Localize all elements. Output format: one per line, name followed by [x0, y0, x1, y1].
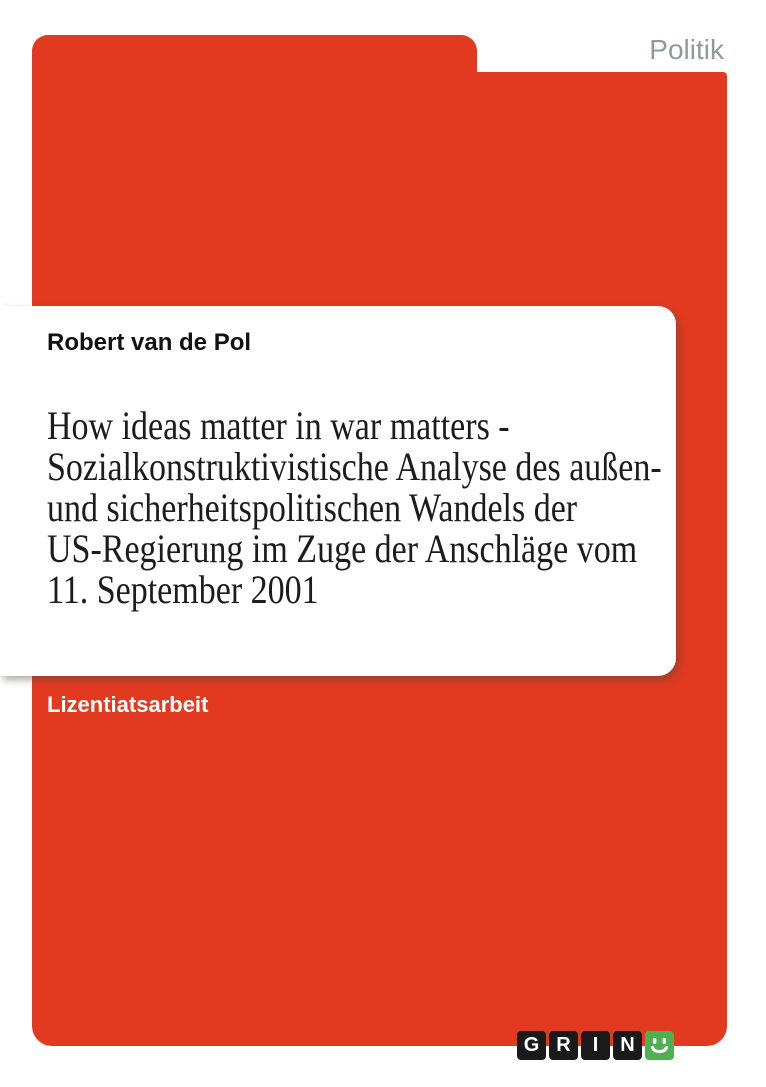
logo-letter-tile	[549, 1031, 578, 1060]
document-type-label: Lizentiatsarbeit	[47, 692, 209, 717]
logo-letter-tile	[613, 1031, 642, 1060]
logo-letter: R	[556, 1034, 571, 1056]
logo-letter: I	[592, 1034, 599, 1056]
logo-letter: G	[523, 1034, 540, 1056]
book-title	[47, 403, 662, 612]
author-name: Robert van de Pol	[47, 329, 252, 356]
title-line: 11. September 2001	[47, 567, 319, 612]
title-line: US-Regierung im Zuge der Anschläge vom	[47, 526, 638, 571]
smiley-tile	[645, 1031, 674, 1060]
logo-letter: N	[620, 1034, 635, 1056]
logo-letter-tile	[581, 1031, 610, 1060]
title-line: Sozialkonstruktivistische Analyse des außen-	[47, 444, 662, 489]
category-label: Politik	[649, 34, 724, 65]
title-line: und sicherheitspolitischen Wandels der	[47, 485, 578, 530]
title-box	[0, 306, 676, 676]
title-line: How ideas matter in war matters -	[47, 403, 510, 448]
smiley-icon	[645, 1031, 674, 1060]
logo-letter-tile	[517, 1031, 546, 1060]
grin-logo	[517, 1031, 674, 1060]
